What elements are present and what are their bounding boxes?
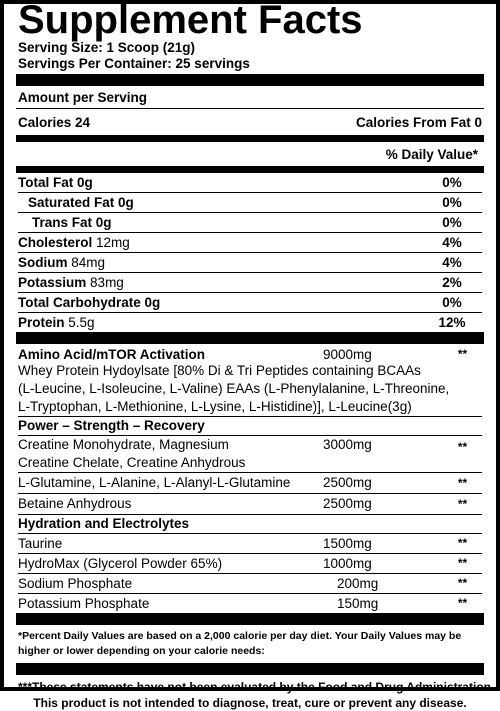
amino-desc-line: Whey Protein Hydoylsate [80% Di & Tri Peptides containing BCAAs xyxy=(18,363,421,378)
nutrient-amount: 0g xyxy=(95,215,112,230)
creatine-row xyxy=(18,436,482,473)
hydration-section-header: Hydration and Electrolytes xyxy=(18,515,482,534)
amino-label: Amino Acid/mTOR Activation xyxy=(18,347,206,362)
nutrient-pct: 0% xyxy=(442,215,462,230)
nutrient-pct: 2% xyxy=(442,275,462,290)
nutrient-amount: 84mg xyxy=(71,255,106,270)
footnote-line: *Percent Daily Values are based on a 2,000 calorie per day diet. Your Daily Values may be xyxy=(18,630,462,642)
hydration-row-hydromax xyxy=(18,554,482,574)
divider-thick xyxy=(16,332,484,344)
creatine-dv: ** xyxy=(457,440,468,454)
hydration-amount: 1000mg xyxy=(323,556,372,571)
betaine-row xyxy=(18,494,482,515)
nutrient-name: Cholesterol xyxy=(18,235,93,250)
nutrient-name: Protein xyxy=(18,315,65,330)
hydration-dv: ** xyxy=(457,556,468,570)
hydration-dv: ** xyxy=(457,576,468,590)
calories: Calories 24 xyxy=(18,114,91,130)
calories-row xyxy=(18,109,482,135)
amino-description xyxy=(18,362,482,417)
disclaimer-line: This product is not intended to diagnose, treat, cure or prevent any disease. xyxy=(33,696,467,710)
nutrient-row-sodium xyxy=(18,253,482,273)
amino-desc-line: L-Tryptophan, L-Methionine, L-Lysine, L-Histidine)], L-Leucine(3g) xyxy=(18,399,412,414)
nutrient-amount: 83mg xyxy=(90,275,124,290)
hydration-name: Taurine xyxy=(18,536,63,551)
nutrient-name: Sodium xyxy=(18,255,68,270)
divider-thick xyxy=(16,74,484,86)
nutrient-row-total-carbohydrate xyxy=(18,293,482,313)
power-section-header: Power – Strength – Recovery xyxy=(18,417,482,436)
creatine-line: Creatine Monohydrate, Magnesium xyxy=(18,437,229,452)
amino-header-row xyxy=(18,347,482,362)
nutrient-name: Saturated Fat xyxy=(28,195,115,210)
daily-value-header xyxy=(18,142,482,166)
nutrient-name: Total Carbohydrate xyxy=(18,295,141,310)
hydration-row-sodium-phosphate xyxy=(18,574,482,594)
nutrient-amount: 0g xyxy=(144,295,161,310)
nutrient-pct: 0% xyxy=(442,175,462,190)
betaine-name: Betaine Anhydrous xyxy=(18,496,132,511)
nutrient-row-cholesterol xyxy=(18,233,482,253)
divider-thick xyxy=(16,613,484,625)
amino-amount: 9000mg xyxy=(323,347,372,362)
panel-title: Supplement Facts xyxy=(18,0,363,42)
nutrient-row-trans-fat xyxy=(18,213,482,233)
hydration-name: Potassium Phosphate xyxy=(18,596,150,611)
amino-desc-line: (L-Leucine, L-Isoleucine, L-Valine) EAAs (L-Phenylalanine, L-Threonine, xyxy=(18,381,450,396)
disclaimer-line: ***These statements have not been evaluated by the Food and Drug Administration. xyxy=(18,680,495,694)
creatine-amount: 3000mg xyxy=(323,437,372,452)
nutrient-pct: 0% xyxy=(442,195,462,210)
hydration-name: HydroMax (Glycerol Powder 65%) xyxy=(18,556,223,571)
glutamine-name: L-Glutamine, L-Alanine, L-Alanyl-L-Glutamine xyxy=(18,475,291,490)
nutrient-amount: 0g xyxy=(77,175,93,190)
divider-thick xyxy=(16,663,484,675)
calories-from-fat: Calories From Fat 0 xyxy=(355,114,482,130)
nutrient-amount: 5.5g xyxy=(68,315,95,330)
hydration-amount: 200mg xyxy=(337,576,379,591)
nutrient-row-protein xyxy=(18,313,482,332)
nutrient-pct: 4% xyxy=(442,235,462,250)
nutrient-pct: 4% xyxy=(442,255,462,270)
hydration-dv: ** xyxy=(457,596,468,610)
nutrient-row-saturated-fat xyxy=(18,193,482,213)
glutamine-dv: ** xyxy=(457,476,468,490)
daily-value-footnote xyxy=(18,625,482,663)
betaine-dv: ** xyxy=(457,497,468,511)
nutrient-name: Total Fat xyxy=(18,175,74,190)
nutrient-pct: 12% xyxy=(438,315,466,330)
nutrient-amount: 12mg xyxy=(96,235,130,250)
servings-per-container: Servings Per Container: 25 servings xyxy=(18,56,250,71)
nutrient-row-total-fat xyxy=(18,173,482,193)
nutrient-name: Potassium xyxy=(18,275,87,290)
hydration-amount: 1500mg xyxy=(323,536,372,551)
nutrient-amount: 0g xyxy=(118,195,134,210)
hydration-amount: 150mg xyxy=(337,596,379,611)
glutamine-amount: 2500mg xyxy=(323,475,372,490)
nutrient-pct: 0% xyxy=(442,295,462,310)
hydration-row-taurine xyxy=(18,534,482,554)
hydration-dv: ** xyxy=(457,536,468,550)
amino-dv: ** xyxy=(457,347,468,361)
fda-disclaimer xyxy=(18,675,495,711)
nutrient-name: Trans Fat xyxy=(32,215,93,230)
glutamine-row xyxy=(18,473,482,494)
divider-medium xyxy=(16,135,484,142)
creatine-line: Creatine Chelate, Creatine Anhydrous xyxy=(18,455,246,470)
amount-per-serving xyxy=(18,86,482,108)
divider-medium xyxy=(16,166,484,173)
amount-per-serving-label: Amount per Serving xyxy=(18,89,148,105)
serving-size: Serving Size: 1 Scoop (21g) xyxy=(18,40,196,55)
betaine-amount: 2500mg xyxy=(323,496,372,511)
nutrient-row-potassium xyxy=(18,273,482,293)
hydration-name: Sodium Phosphate xyxy=(18,576,133,591)
daily-value-header-label: % Daily Value* xyxy=(385,146,478,162)
footnote-line: higher or lower depending on your calorie needs: xyxy=(18,645,265,657)
hydration-row-potassium-phosphate xyxy=(18,594,482,613)
